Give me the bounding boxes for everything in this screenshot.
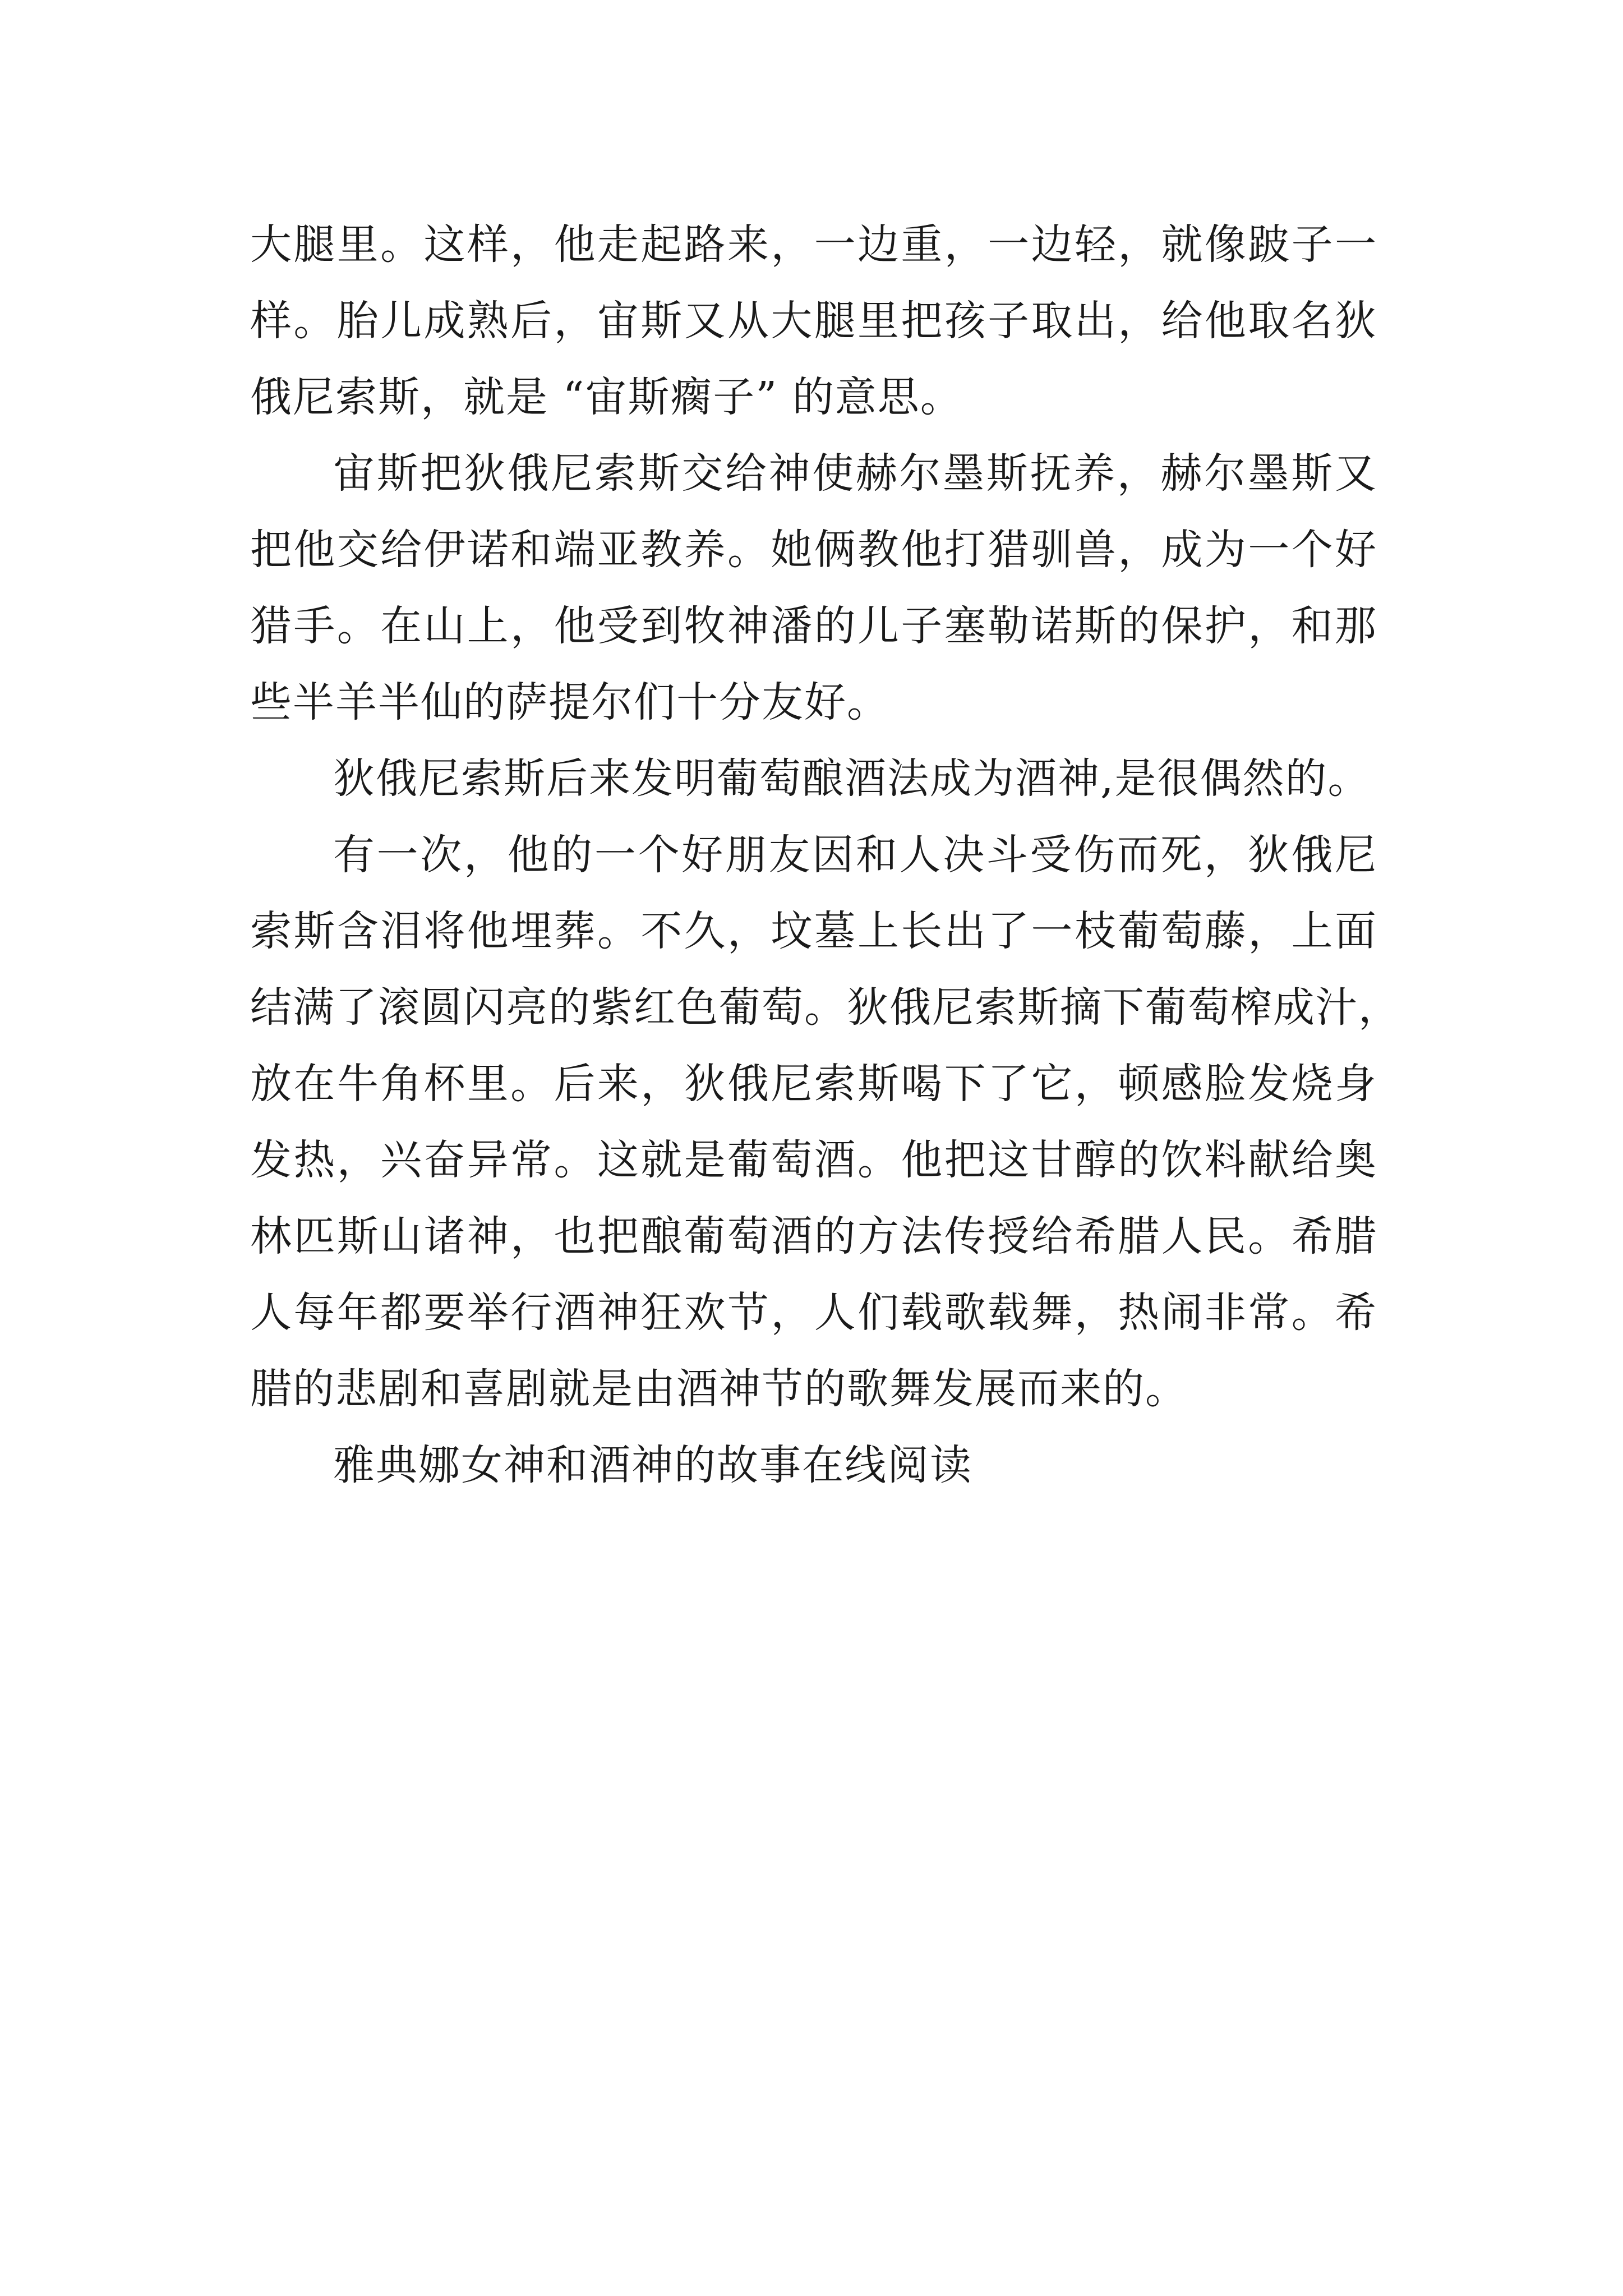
text-line: 索斯含泪将他埋葬。不久，坟墓上长出了一枝葡萄藤，上面 bbox=[250, 907, 1377, 955]
text-line: 俄尼索斯，就是 “宙斯瘸子” 的意思。 bbox=[250, 373, 963, 421]
paragraph-1 bbox=[250, 206, 1377, 435]
text-line: 狄俄尼索斯后来发明葡萄酿酒法成为酒神,是很偶然的。 bbox=[333, 754, 1371, 803]
text-line: 人每年都要举行酒神狂欢节，人们载歌载舞，热闹非常。希 bbox=[250, 1289, 1377, 1337]
paragraph-4 bbox=[250, 817, 1401, 1427]
document-body bbox=[250, 206, 1401, 1503]
text-line: 结满了滚圆闪亮的紫红色葡萄。狄俄尼索斯摘下葡萄榨成汁， bbox=[250, 983, 1401, 1032]
text-line: 把他交给伊诺和端亚教养。她俩教他打猎驯兽，成为一个好 bbox=[250, 526, 1377, 574]
text-line: 大腿里。这样，他走起路来，一边重，一边轻，就像跛子一 bbox=[250, 220, 1377, 269]
text-line: 放在牛角杯里。后来，狄俄尼索斯喝下了它，顿感脸发烧身 bbox=[250, 1060, 1377, 1108]
paragraph-5 bbox=[250, 1427, 1377, 1503]
text-line: 腊的悲剧和喜剧就是由酒神节的歌舞发展而来的。 bbox=[250, 1365, 1188, 1413]
text-line: 林匹斯山诸神，也把酿葡萄酒的方法传授给希腊人民。希腊 bbox=[250, 1212, 1377, 1260]
text-line: 有一次，他的一个好朋友因和人决斗受伤而死，狄俄尼 bbox=[333, 831, 1377, 879]
text-line: 些半羊半仙的萨提尔们十分友好。 bbox=[250, 678, 889, 726]
paragraph-3 bbox=[250, 740, 1377, 817]
text-line: 宙斯把狄俄尼索斯交给神使赫尔墨斯抚养，赫尔墨斯又 bbox=[333, 449, 1377, 498]
text-line: 雅典娜女神和酒神的故事在线阅读 bbox=[333, 1441, 972, 1489]
paragraph-2 bbox=[250, 435, 1377, 740]
text-line: 猎手。在山上，他受到牧神潘的儿子塞勒诺斯的保护，和那 bbox=[250, 602, 1377, 650]
text-line: 样。胎儿成熟后，宙斯又从大腿里把孩子取出，给他取名狄 bbox=[250, 297, 1377, 345]
text-line: 发热，兴奋异常。这就是葡萄酒。他把这甘醇的饮料献给奥 bbox=[250, 1136, 1377, 1184]
